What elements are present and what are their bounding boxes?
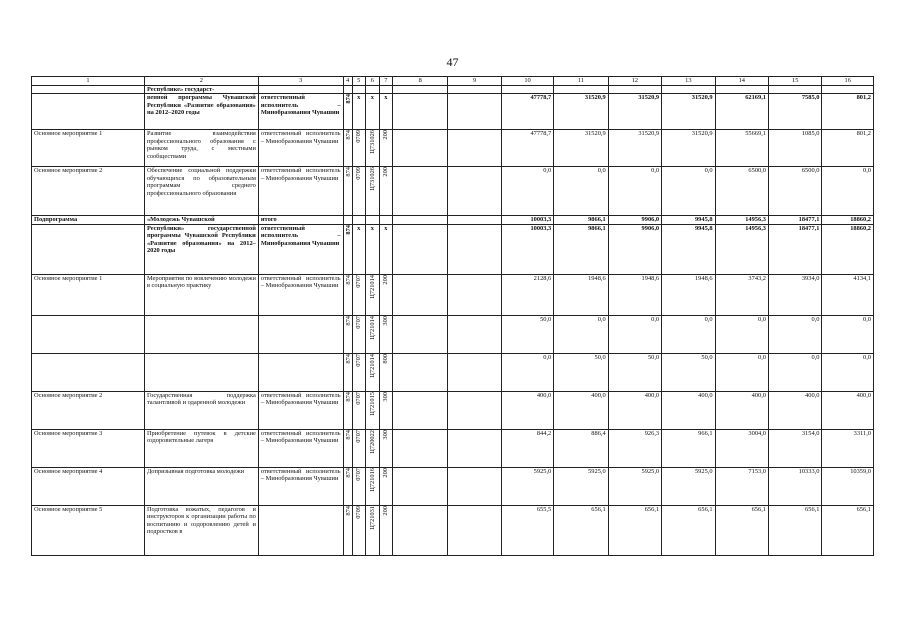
amount-cell: 656,1 xyxy=(769,505,822,555)
amount-cell: 31520,9 xyxy=(608,94,661,130)
amount-cell: 9866,1 xyxy=(554,224,608,274)
amount-cell: 0,0 xyxy=(822,167,874,216)
expense-code-cell: x xyxy=(379,94,392,130)
amount-cell: 50,0 xyxy=(501,315,553,353)
row-title-cell xyxy=(32,353,145,391)
amount-cell: 5925,0 xyxy=(554,467,608,505)
amount-cell: 0,0 xyxy=(554,167,608,216)
empty-cell xyxy=(392,130,447,167)
description-cell: «Молодежь Чувашской xyxy=(144,216,258,224)
description-cell: Развитие взаимодействия профессионального образования с рынком труда, с местными сообществами xyxy=(144,130,258,167)
section-code-cell: x xyxy=(352,224,365,274)
table-row xyxy=(32,353,874,391)
amount-cell: 1948,6 xyxy=(554,274,608,315)
grbs-code-cell xyxy=(343,130,352,167)
amount-cell: 400,0 xyxy=(769,391,822,429)
table-row xyxy=(32,167,874,216)
amount-cell: 14956,3 xyxy=(715,216,768,224)
amount-cell: 3004,0 xyxy=(715,429,768,467)
amount-cell: 9866,1 xyxy=(554,216,608,224)
target-code-cell: x xyxy=(365,224,379,274)
amount-cell: 9945,8 xyxy=(662,216,715,224)
description-cell: Допризывная подготовка молодежи xyxy=(144,467,258,505)
expense-code-cell-text: 800 xyxy=(382,353,390,364)
grbs-code-cell-text: 874 xyxy=(344,130,352,140)
target-code-cell-text: Ц721014 xyxy=(368,353,376,378)
amount-cell: 31520,9 xyxy=(554,130,608,167)
expense-code-cell xyxy=(379,429,392,467)
description-cell: Мероприятия по вовлечению молодежи в социальную практику xyxy=(144,274,258,315)
amount-cell: 50,0 xyxy=(608,353,661,391)
amount-cell: 3743,2 xyxy=(715,274,768,315)
column-header: 5 xyxy=(352,77,365,86)
amount-cell: 0,0 xyxy=(501,353,553,391)
executor-cell xyxy=(258,353,343,391)
column-header: 8 xyxy=(392,77,447,86)
amount-cell: 656,1 xyxy=(554,505,608,555)
grbs-code-cell xyxy=(343,86,352,94)
section-code-cell xyxy=(352,505,365,555)
amount-cell: 656,1 xyxy=(715,505,768,555)
section-code-cell-text: 0707 xyxy=(355,467,363,481)
amount-cell: 4134,1 xyxy=(822,274,874,315)
row-title-cell: Подпрограмма xyxy=(32,216,145,224)
column-header: 3 xyxy=(258,77,343,86)
amount-cell xyxy=(608,86,661,94)
target-code-cell xyxy=(365,391,379,429)
grbs-code-cell xyxy=(343,467,352,505)
row-title-cell xyxy=(32,224,145,274)
amount-cell xyxy=(715,86,768,94)
grbs-code-cell xyxy=(343,315,352,353)
amount-cell: 55669,1 xyxy=(715,130,768,167)
section-code-cell xyxy=(352,274,365,315)
expense-code-cell-text: 200 xyxy=(382,167,390,177)
table-row xyxy=(32,429,874,467)
executor-cell xyxy=(258,505,343,555)
expense-code-cell-text: 200 xyxy=(382,505,390,516)
description-cell: Государственная поддержка талантливой и одаренной молодежи xyxy=(144,391,258,429)
amount-cell: 966,1 xyxy=(662,429,715,467)
amount-cell: 0,0 xyxy=(662,315,715,353)
section-code-cell xyxy=(352,216,365,224)
grbs-code-cell xyxy=(343,429,352,467)
page-number: 47 xyxy=(446,55,459,69)
amount-cell: 2128,6 xyxy=(501,274,553,315)
column-header: 1 xyxy=(32,77,145,86)
amount-cell: 0,0 xyxy=(608,315,661,353)
table-row xyxy=(32,224,874,274)
amount-cell: 31520,9 xyxy=(608,130,661,167)
amount-cell: 400,0 xyxy=(554,391,608,429)
table-row xyxy=(32,391,874,429)
executor-cell: ответственный исполнитель – Минобразования Чувашии xyxy=(258,224,343,274)
executor-cell xyxy=(258,315,343,353)
grbs-code-cell-text: 874 xyxy=(344,353,352,364)
amount-cell: 801,2 xyxy=(822,130,874,167)
executor-cell: ответственный исполнитель – Минобразования Чувашии xyxy=(258,274,343,315)
grbs-code-cell xyxy=(343,274,352,315)
column-header: 16 xyxy=(822,77,874,86)
section-code-cell-text: 0707 xyxy=(355,429,363,443)
column-header: 13 xyxy=(662,77,715,86)
amount-cell: 400,0 xyxy=(608,391,661,429)
amount-cell: 1085,0 xyxy=(769,130,822,167)
amount-cell: 47778,7 xyxy=(501,130,553,167)
column-header: 10 xyxy=(501,77,553,86)
target-code-cell xyxy=(365,130,379,167)
expense-code-cell xyxy=(379,86,392,94)
amount-cell: 62169,1 xyxy=(715,94,768,130)
grbs-code-cell-text: 874 xyxy=(344,94,352,104)
expense-code-cell-text: 200 xyxy=(382,467,390,478)
amount-cell: 7585,0 xyxy=(769,94,822,130)
description-cell: Республики» государственной программы Чувашской Республики «Развитие образования» на 2012–2020 годы xyxy=(144,224,258,274)
amount-cell: 31520,9 xyxy=(554,94,608,130)
amount-cell: 926,3 xyxy=(608,429,661,467)
expense-code-cell-text: 300 xyxy=(382,391,390,402)
grbs-code-cell xyxy=(343,167,352,216)
amount-cell: 31520,9 xyxy=(662,94,715,130)
amount-cell: 844,2 xyxy=(501,429,553,467)
amount-cell: 0,0 xyxy=(822,353,874,391)
empty-cell xyxy=(448,167,501,216)
executor-cell: ответственный исполнитель – Минобразования Чувашии xyxy=(258,467,343,505)
amount-cell: 50,0 xyxy=(554,353,608,391)
empty-cell xyxy=(392,274,447,315)
section-code-cell-text: 0707 xyxy=(355,391,363,405)
row-title-cell: Основное мероприятие 2 xyxy=(32,391,145,429)
expense-code-cell xyxy=(379,505,392,555)
section-code-cell xyxy=(352,391,365,429)
expense-code-cell xyxy=(379,353,392,391)
amount-cell: 10003,3 xyxy=(501,216,553,224)
table-row xyxy=(32,274,874,315)
empty-cell xyxy=(392,467,447,505)
target-code-cell-text: Ц721014 xyxy=(368,274,376,299)
row-title-cell: Основное мероприятие 5 xyxy=(32,505,145,555)
column-header: 2 xyxy=(144,77,258,86)
grbs-code-cell-text: 874 xyxy=(344,224,352,235)
expense-code-cell xyxy=(379,167,392,216)
executor-cell xyxy=(258,86,343,94)
row-title-cell: Основное мероприятие 3 xyxy=(32,429,145,467)
row-title-cell xyxy=(32,86,145,94)
amount-cell xyxy=(822,86,874,94)
amount-cell xyxy=(501,86,553,94)
amount-cell: 655,5 xyxy=(501,505,553,555)
expense-code-cell xyxy=(379,467,392,505)
amount-cell: 18860,2 xyxy=(822,224,874,274)
table-row xyxy=(32,467,874,505)
amount-cell: 656,1 xyxy=(822,505,874,555)
section-code-cell xyxy=(352,130,365,167)
target-code-cell xyxy=(365,216,379,224)
row-title-cell xyxy=(32,94,145,130)
empty-cell xyxy=(448,224,501,274)
row-title-cell xyxy=(32,315,145,353)
amount-cell: 0,0 xyxy=(769,353,822,391)
amount-cell: 7153,0 xyxy=(715,467,768,505)
empty-cell xyxy=(448,467,501,505)
target-code-cell-text: Ц721015 xyxy=(368,391,376,416)
section-code-cell-text: 0709 xyxy=(355,505,363,519)
amount-cell: 400,0 xyxy=(822,391,874,429)
empty-cell xyxy=(448,216,501,224)
amount-cell: 0,0 xyxy=(715,315,768,353)
empty-cell xyxy=(448,353,501,391)
amount-cell: 10359,0 xyxy=(822,467,874,505)
section-code-cell: x xyxy=(352,94,365,130)
description-cell xyxy=(144,315,258,353)
amount-cell: 0,0 xyxy=(662,167,715,216)
amount-cell: 31520,9 xyxy=(662,130,715,167)
grbs-code-cell-text: 874 xyxy=(344,167,352,177)
empty-cell xyxy=(448,274,501,315)
target-code-cell-text: Ц731026 xyxy=(368,167,376,192)
amount-cell: 18477,1 xyxy=(769,216,822,224)
amount-cell: 18477,1 xyxy=(769,224,822,274)
grbs-code-cell xyxy=(343,94,352,130)
empty-cell xyxy=(392,167,447,216)
target-code-cell xyxy=(365,167,379,216)
grbs-code-cell xyxy=(343,353,352,391)
amount-cell: 0,0 xyxy=(769,315,822,353)
amount-cell: 47778,7 xyxy=(501,94,553,130)
amount-cell: 3311,0 xyxy=(822,429,874,467)
amount-cell: 400,0 xyxy=(715,391,768,429)
expense-code-cell-text: 200 xyxy=(382,130,390,140)
empty-cell xyxy=(392,391,447,429)
amount-cell: 3154,0 xyxy=(769,429,822,467)
grbs-code-cell-text: 874 xyxy=(344,391,352,402)
section-code-cell-text: 0707 xyxy=(355,353,363,367)
expense-code-cell xyxy=(379,315,392,353)
table-row xyxy=(32,130,874,167)
empty-cell xyxy=(448,86,501,94)
expense-code-cell xyxy=(379,391,392,429)
amount-cell: 0,0 xyxy=(554,315,608,353)
amount-cell: 0,0 xyxy=(501,167,553,216)
target-code-cell xyxy=(365,315,379,353)
description-cell: Приобретение путевок в детские оздоровительные лагеря xyxy=(144,429,258,467)
empty-cell xyxy=(448,130,501,167)
target-code-cell xyxy=(365,86,379,94)
target-code-cell xyxy=(365,429,379,467)
budget-table xyxy=(31,76,874,556)
column-header: 6 xyxy=(365,77,379,86)
target-code-cell-text: Ц721031 xyxy=(368,505,376,530)
column-header: 12 xyxy=(608,77,661,86)
expense-code-cell-text: 300 xyxy=(382,429,390,440)
table-row xyxy=(32,86,874,94)
amount-cell: 6500,0 xyxy=(769,167,822,216)
amount-cell: 1948,6 xyxy=(662,274,715,315)
expense-code-cell xyxy=(379,130,392,167)
empty-cell xyxy=(448,429,501,467)
row-title-cell: Основное мероприятие 1 xyxy=(32,274,145,315)
column-header: 7 xyxy=(379,77,392,86)
amount-cell: 0,0 xyxy=(715,353,768,391)
section-code-cell-text: 0707 xyxy=(355,274,363,288)
amount-cell: 5925,0 xyxy=(501,467,553,505)
grbs-code-cell-text: 874 xyxy=(344,274,352,285)
empty-cell xyxy=(392,505,447,555)
amount-cell: 6500,0 xyxy=(715,167,768,216)
amount-cell xyxy=(554,86,608,94)
header-row xyxy=(32,77,874,86)
executor-cell: ответственный исполнитель – Минобразования Чувашии xyxy=(258,429,343,467)
row-title-cell: Основное мероприятие 2 xyxy=(32,167,145,216)
row-title-cell: Основное мероприятие 1 xyxy=(32,130,145,167)
amount-cell: 9906,0 xyxy=(608,224,661,274)
empty-cell xyxy=(392,224,447,274)
target-code-cell xyxy=(365,353,379,391)
empty-cell xyxy=(392,429,447,467)
grbs-code-cell-text: 874 xyxy=(344,315,352,326)
executor-cell: ответственный исполнитель – Минобразования Чувашии xyxy=(258,130,343,167)
grbs-code-cell-text: 874 xyxy=(344,505,352,516)
amount-cell: 10333,0 xyxy=(769,467,822,505)
executor-cell: ответственный исполнитель – Минобразования Чувашии xyxy=(258,391,343,429)
empty-cell xyxy=(448,315,501,353)
target-code-cell-text: Ц721014 xyxy=(368,315,376,340)
amount-cell: 3934,0 xyxy=(769,274,822,315)
target-code-cell-text: Ц731026 xyxy=(368,130,376,155)
expense-code-cell xyxy=(379,274,392,315)
column-header: 4 xyxy=(343,77,352,86)
amount-cell: 5925,0 xyxy=(608,467,661,505)
column-header: 9 xyxy=(448,77,501,86)
expense-code-cell xyxy=(379,216,392,224)
amount-cell: 5925,0 xyxy=(662,467,715,505)
amount-cell: 10003,3 xyxy=(501,224,553,274)
description-cell: Подготовка вожатых, педагогов и инструкторов к организации работы по воспитанию и оздоровлению детей и подростков в xyxy=(144,505,258,555)
target-code-cell: x xyxy=(365,94,379,130)
amount-cell xyxy=(662,86,715,94)
section-code-cell-text: 0707 xyxy=(355,315,363,329)
amount-cell: 801,2 xyxy=(822,94,874,130)
description-cell xyxy=(144,353,258,391)
executor-cell: итого xyxy=(258,216,343,224)
target-code-cell xyxy=(365,274,379,315)
amount-cell: 400,0 xyxy=(501,391,553,429)
empty-cell xyxy=(392,353,447,391)
empty-cell xyxy=(392,86,447,94)
row-title-cell: Основное мероприятие 4 xyxy=(32,467,145,505)
section-code-cell xyxy=(352,429,365,467)
section-code-cell-text: 0709 xyxy=(355,130,363,144)
column-header: 14 xyxy=(715,77,768,86)
expense-code-cell: x xyxy=(379,224,392,274)
grbs-code-cell xyxy=(343,391,352,429)
amount-cell: 18860,2 xyxy=(822,216,874,224)
amount-cell: 886,4 xyxy=(554,429,608,467)
table-row xyxy=(32,94,874,130)
section-code-cell xyxy=(352,467,365,505)
empty-cell xyxy=(392,315,447,353)
amount-cell: 9945,8 xyxy=(662,224,715,274)
empty-cell xyxy=(448,391,501,429)
target-code-cell xyxy=(365,505,379,555)
column-header: 15 xyxy=(769,77,822,86)
section-code-cell xyxy=(352,167,365,216)
amount-cell xyxy=(769,86,822,94)
target-code-cell xyxy=(365,467,379,505)
amount-cell: 14956,3 xyxy=(715,224,768,274)
grbs-code-cell xyxy=(343,224,352,274)
grbs-code-cell-text: 874 xyxy=(344,429,352,440)
table-row xyxy=(32,505,874,555)
amount-cell: 1948,6 xyxy=(608,274,661,315)
grbs-code-cell-text: 874 xyxy=(344,467,352,478)
executor-cell: ответственный исполнитель – Минобразования Чувашии xyxy=(258,94,343,130)
section-code-cell-text: 0709 xyxy=(355,167,363,181)
grbs-code-cell xyxy=(343,505,352,555)
empty-cell xyxy=(392,94,447,130)
amount-cell: 50,0 xyxy=(662,353,715,391)
amount-cell: 9906,0 xyxy=(608,216,661,224)
section-code-cell xyxy=(352,353,365,391)
empty-cell xyxy=(392,216,447,224)
description-cell: Обеспечение социальной поддержки обучающихся по образовательным программам среднего профессионального образования xyxy=(144,167,258,216)
empty-cell xyxy=(448,505,501,555)
amount-cell: 0,0 xyxy=(608,167,661,216)
expense-code-cell-text: 300 xyxy=(382,315,390,326)
grbs-code-cell xyxy=(343,216,352,224)
target-code-cell-text: Ц720022 xyxy=(368,429,376,454)
table-row xyxy=(32,216,874,224)
table-row xyxy=(32,315,874,353)
column-header: 11 xyxy=(554,77,608,86)
section-code-cell xyxy=(352,86,365,94)
target-code-cell-text: Ц721016 xyxy=(368,467,376,492)
amount-cell: 656,1 xyxy=(608,505,661,555)
amount-cell: 400,0 xyxy=(662,391,715,429)
description-cell: венной программы Чувашской Республики «Развитие образования» на 2012–2020 годы xyxy=(144,94,258,130)
empty-cell xyxy=(448,94,501,130)
amount-cell: 0,0 xyxy=(822,315,874,353)
executor-cell: ответственный исполнитель – Минобразования Чувашии xyxy=(258,167,343,216)
description-cell: Республике» государст- xyxy=(144,86,258,94)
amount-cell: 656,1 xyxy=(662,505,715,555)
section-code-cell xyxy=(352,315,365,353)
expense-code-cell-text: 200 xyxy=(382,274,390,285)
